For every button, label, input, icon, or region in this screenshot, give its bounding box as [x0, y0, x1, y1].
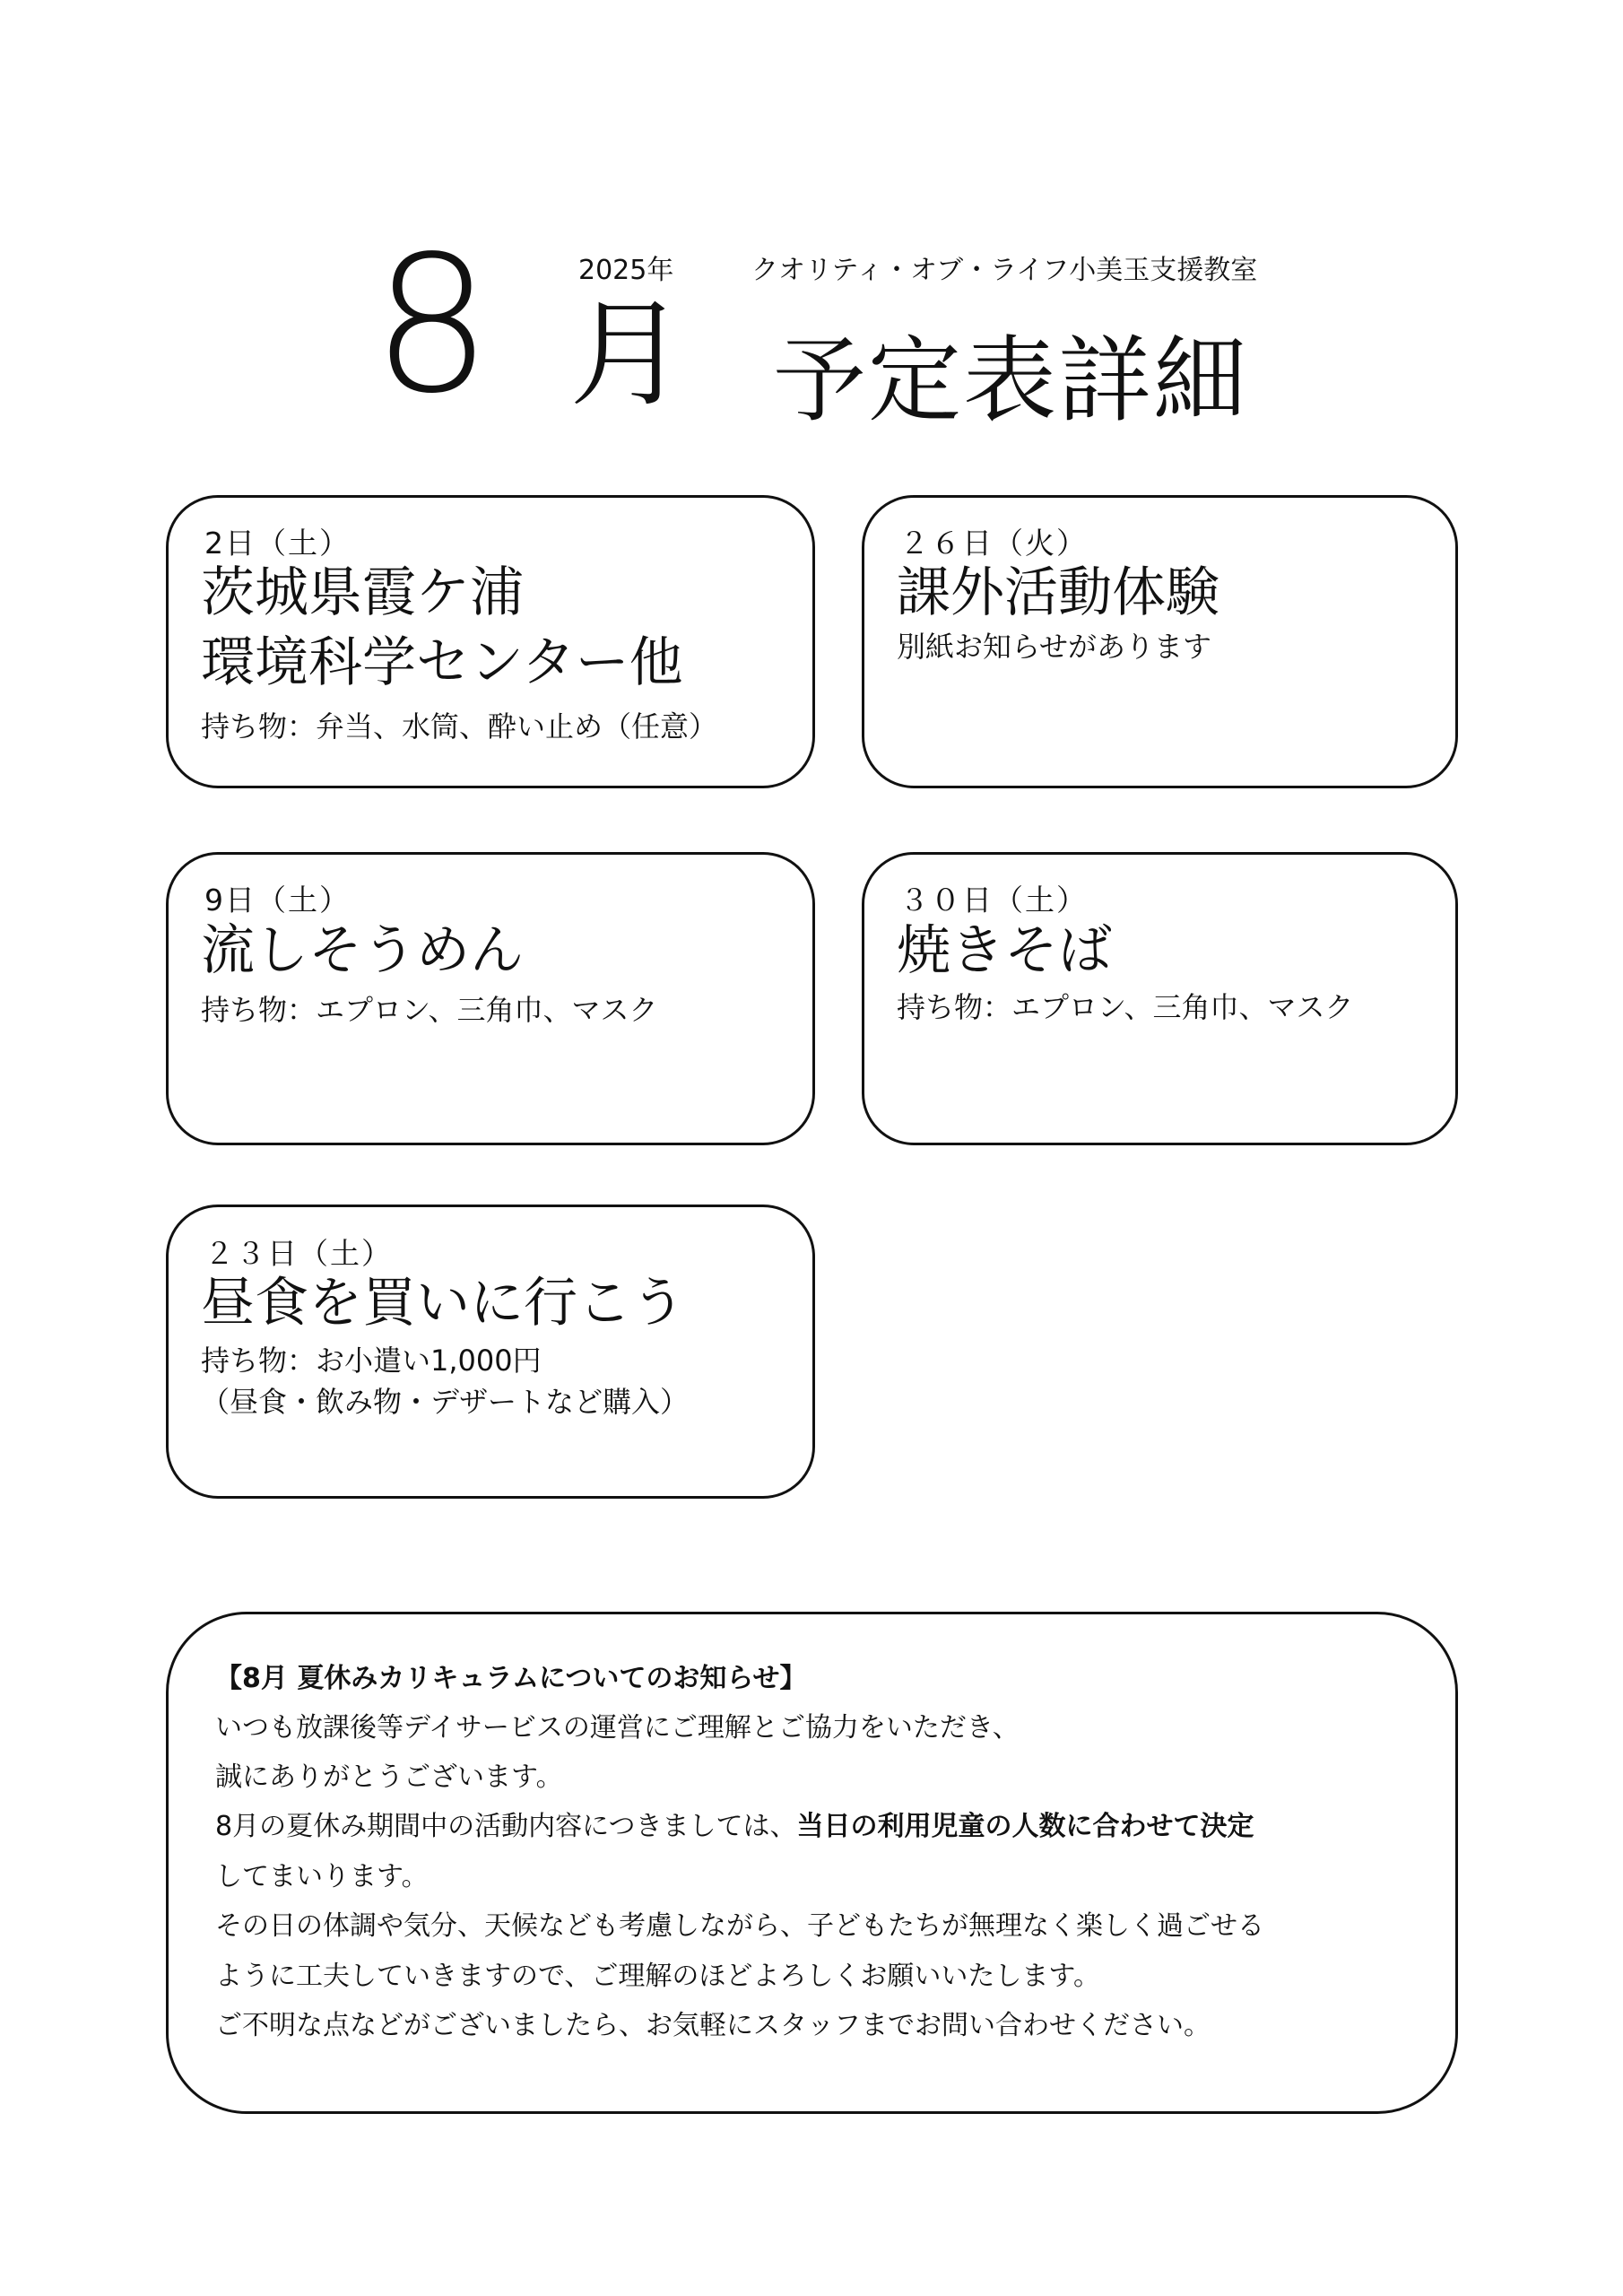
- event-note-line: 持ち物：お小遣い1,000円: [201, 1344, 542, 1378]
- month-number: 8: [372, 215, 492, 435]
- event-title-line: 昼食を買いに行こう: [201, 1272, 685, 1335]
- notice-line: いつも放課後等デイサービスの運営にご理解とご協力をいただき、: [215, 1712, 1020, 1744]
- notice-line: してまいります。: [215, 1861, 429, 1892]
- event-title-line: 環境科学センター他: [201, 631, 683, 694]
- page-title: 予定表詳細: [773, 326, 1249, 435]
- event-note: [201, 706, 717, 747]
- event-note: [201, 989, 657, 1031]
- event-title: [897, 916, 1112, 986]
- event-note: [201, 1340, 689, 1422]
- event-date: ３０日（土）: [899, 883, 1088, 918]
- event-title: [201, 916, 524, 986]
- event-note-line: 持ち物：弁当、水筒、酔い止め（任意）: [201, 709, 718, 744]
- notice-title: 【8月 夏休みカリキュラムについてのお知らせ】: [215, 1663, 807, 1694]
- event-date: ２３日（土）: [204, 1236, 393, 1271]
- notice-line: ように工夫していきますので、ご理解のほどよろしくお願いいたします。: [215, 1961, 1100, 1992]
- event-title-line: 流しそうめん: [201, 919, 524, 982]
- event-title-line: 課外活動体験: [897, 561, 1219, 624]
- notice-line: ご不明な点などがございましたら、お気軽にスタッフまでお問い合わせください。: [215, 2010, 1211, 2041]
- notice-line: [215, 1804, 1254, 1843]
- event-title: [201, 1268, 685, 1338]
- event-note: [897, 626, 1211, 667]
- notice-line: 誠にありがとうございます。: [215, 1761, 563, 1793]
- event-title: [897, 558, 1219, 628]
- notice-line: その日の体調や気分、天候なども考慮しながら、子どもたちが無理なく楽しく過ごせる: [215, 1910, 1264, 1942]
- event-date: ２６日（火）: [899, 526, 1088, 561]
- event-note-line: 別紙お知らせがあります: [897, 630, 1212, 664]
- event-title-line: 茨城県霞ケ浦: [201, 561, 524, 624]
- event-note: [897, 987, 1353, 1028]
- event-title-line: 焼きそば: [897, 919, 1112, 982]
- event-date: 9日（土）: [204, 883, 351, 918]
- header-organization: クオリティ・オブ・ライフ小美玉支援教室: [751, 255, 1258, 286]
- event-title: [201, 558, 683, 698]
- event-note-line: 持ち物：エプロン、三角巾、マスク: [897, 990, 1354, 1024]
- event-note-line: （昼食・飲み物・デザートなど購入）: [201, 1385, 690, 1419]
- notice-emphasis: 当日の利用児童の人数に合わせて決定: [796, 1811, 1254, 1842]
- event-note-line: 持ち物：エプロン、三角巾、マスク: [201, 993, 658, 1027]
- notice-text: 8月の夏休み期間中の活動内容につきましては、: [215, 1811, 797, 1842]
- header-year: 2025年: [578, 255, 674, 286]
- month-kanji: 月: [569, 286, 687, 422]
- event-date: 2日（土）: [204, 526, 351, 561]
